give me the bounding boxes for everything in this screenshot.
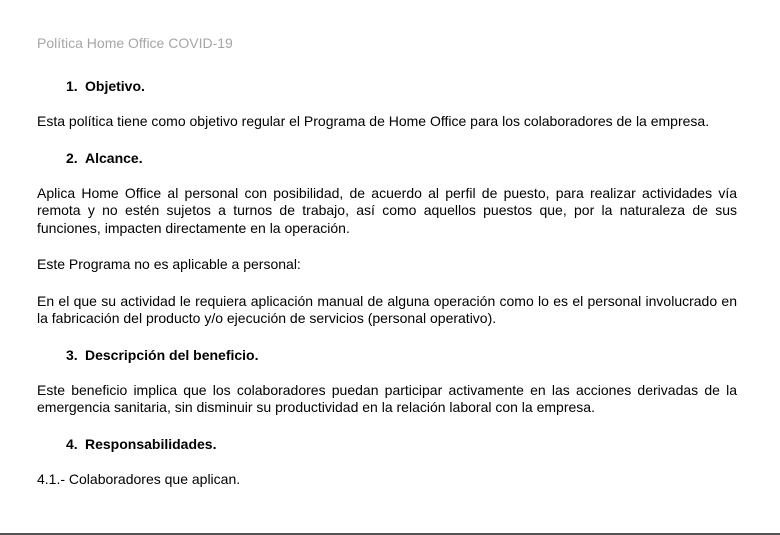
section-heading-responsabilidades xyxy=(66,436,737,453)
section-number: 2. xyxy=(66,149,78,166)
document-header: Política Home Office COVID-19 xyxy=(37,35,233,51)
section-title: Alcance. xyxy=(85,149,143,166)
paragraph-objetivo: Esta política tiene como objetivo regular el Programa de Home Office para los colaboradores de la empresa. xyxy=(37,113,710,129)
paragraph-responsabilidades-1: 4.1.- Colaboradores que aplican. xyxy=(37,470,241,487)
section-title: Descripción del beneficio. xyxy=(85,346,259,363)
section-number: 1. xyxy=(66,78,78,94)
paragraph-beneficio: Este beneficio implica que los colaboradores puedan participar activamente en las acciones derivadas de la emergencia sanitaria, sin disminuir su productividad en la relación laboral con la empresa. xyxy=(37,381,737,415)
section-title: Objetivo. xyxy=(85,78,145,94)
section-title: Responsabilidades. xyxy=(85,435,217,452)
section-number: 4. xyxy=(66,435,78,452)
section-number: 3. xyxy=(66,346,78,363)
section-heading-objetivo xyxy=(66,78,737,95)
section-heading-alcance xyxy=(66,150,737,167)
paragraph-alcance-2: Este Programa no es aplicable a personal: xyxy=(37,256,301,272)
paragraph-alcance-3: En el que su actividad le requiera aplicación manual de alguna operación como lo es el personal involucrado en la fabricación del producto y/o ejecución de servicios (personal operativo). xyxy=(37,292,737,326)
paragraph-alcance-1: Aplica Home Office al personal con posibilidad, de acuerdo al perfil de puesto, para realizar actividades vía remota y no estén sujetos a turnos de trabajo, así como aquellos puestos que, por la naturaleza de sus funciones, impacten directamente en la operación. xyxy=(37,184,737,236)
document-content xyxy=(37,35,737,488)
section-heading-beneficio xyxy=(66,347,737,364)
